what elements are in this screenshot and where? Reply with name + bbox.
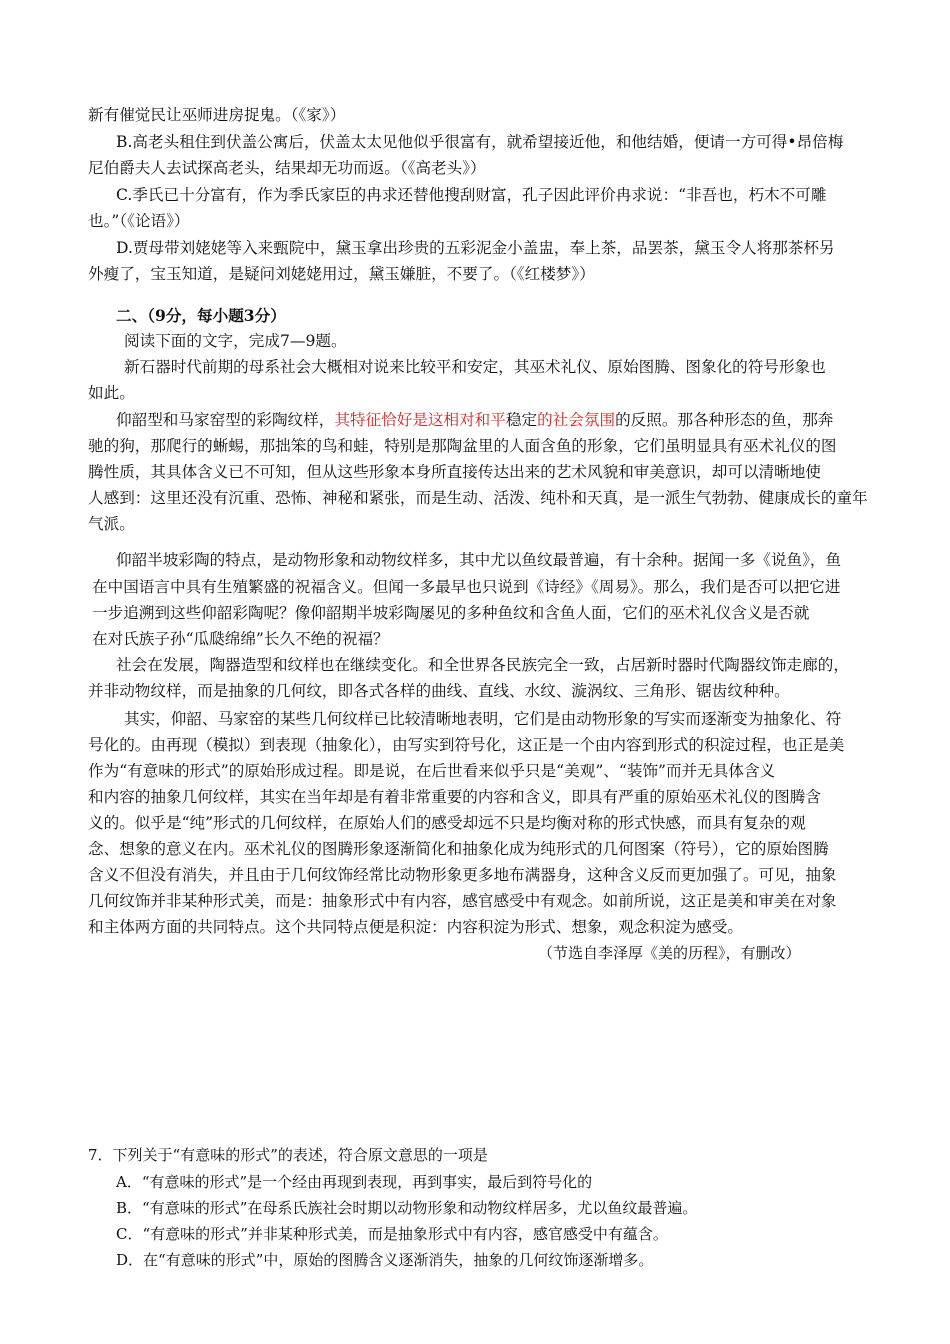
passage-p2-line3: 腾性质，其具体含义已不可知，但从这些形象本身所直接传达出来的艺术风貌和审美意识，却可以清晰地使 xyxy=(88,463,821,481)
passage-p4-line2: 并非动物纹样，而是抽象的几何纹，即各式各样的曲线、直线、水纹、漩涡纹、三角形、锯齿纹种种。 xyxy=(88,682,790,700)
passage-p3-line2: 在中国语言中具有生殖繁盛的祝福含义。但闻一多最早也只说到《诗经》《周易》。那么，我们是否可以把它进 xyxy=(92,578,841,596)
passage-p5-line1: 其实，仰韶、马家窑的某些几何纹样已比较清晰地表明，它们是由动物形象的写实而逐渐变为抽象化、符 xyxy=(124,710,842,728)
passage-p2-line5: 气派。 xyxy=(88,515,135,533)
passage-p5-line6: 念、想象的意义在内。巫术礼仪的图腾形象逐渐简化和抽象化成为纯形式的几何图案（符号），它的原始图腾 xyxy=(88,840,829,858)
passage-p3-line1: 仰韶半坡彩陶的特点，是动物形象和动物纹样多，其中尤以鱼纹最普遍，有十余种。据闻一多《说鱼》，鱼 xyxy=(116,551,842,569)
passage-p5-line9: 和主体两方面的共同特点。这个共同特点便是积淀：内容积淀为形式、想象，观念积淀为感受。 xyxy=(88,918,743,936)
p2-highlight-2: 的社会氛围 xyxy=(537,411,616,429)
p2-highlight-1: 其特征恰好是这相对和平 xyxy=(334,411,506,429)
passage-p5-line8: 几何纹饰并非某种形式美，而是：抽象形式中有内容，感官感受中有观念。如前所说，这正是美和审美在对象 xyxy=(88,892,837,910)
p2-text-b: 稳定 xyxy=(505,411,538,429)
passage-p5-line7: 含义不但没有消失，并且由于几何纹饰经常比动物形象更多地布满器身，这种含义反而更加强了。可见，抽象 xyxy=(88,866,837,884)
section-instruction: 阅读下面的文字，完成7—9题。 xyxy=(124,332,347,350)
question-7-option-c: C．“有意味的形式”并非某种形式美，而是抽象形式中有内容，感官感受中有蕴含。 xyxy=(116,1225,668,1243)
passage-p3-line3: 一步追溯到这些仰韶彩陶呢？像仰韶期半坡彩陶屡见的多种鱼纹和含鱼人面，它们的巫术礼仪含义是否就 xyxy=(92,604,810,622)
question-7-option-d: D．在“有意味的形式”中，原始的图腾含义逐渐消失，抽象的几何纹饰逐渐增多。 xyxy=(116,1251,654,1269)
option-d-line2: 外瘦了，宝玉知道，是疑问刘姥姥用过，黛玉嫌脏，不要了。（《红楼梦》） xyxy=(88,265,595,283)
passage-p2-line1 xyxy=(116,410,833,430)
passage-p1-line2: 如此。 xyxy=(88,384,135,402)
passage-p2-line2: 驰的狗，那爬行的蜥蜴，那拙笨的鸟和蛙，特别是那陶盆里的人面含鱼的形象，它们虽明显具有巫术礼仪的图 xyxy=(88,437,837,455)
option-d-line1: D.贾母带刘姥姥等入来甄院中，黛玉拿出珍贵的五彩泥金小盖盅，奉上茶，品罢茶，黛玉令人将那茶杯另 xyxy=(116,239,835,257)
passage-p5-line5: 义的。似乎是“纯”形式的几何纹样，在原始人们的感受却远不只是均衡对称的形式快感，而具有复杂的观 xyxy=(88,814,806,832)
passage-p5-line3: 作为“有意味的形式”的原始形成过程。即是说，在后世看来似乎只是“美观”、“装饰”而并无具体含义 xyxy=(88,762,776,780)
passage-p5-line2: 号化的。由再现（模拟）到表现（抽象化），由写实到符号化，这正是一个由内容到形式的积淀过程，也正是美 xyxy=(88,736,845,754)
option-c-line1: C.季氏已十分富有，作为季氏家臣的冉求还替他搜刮财富，孔子因此评价冉求说：“非吾也，朽木不可雕 xyxy=(116,186,827,204)
passage-p1-line1: 新石器时代前期的母系社会大概相对说来比较平和安定，其巫术礼仪、原始图腾、图象化的符号形象也 xyxy=(124,358,826,376)
passage-p2-line4: 人感到：这里还没有沉重、恐怖、神秘和紧张，而是生动、活泼、纯朴和天真，是一派生气勃勃、健康成长的童年 xyxy=(88,489,868,507)
passage-p5-line4: 和内容的抽象几何纹样，其实在当年却是有着非常重要的内容和含义，即具有严重的原始巫术礼仪的图腾含 xyxy=(88,788,821,806)
section-heading: 二、（9分，每小题3分） xyxy=(116,306,286,325)
option-a-continuation: 新有催觉民让巫师进房捉鬼。（《家》） xyxy=(88,106,346,124)
p2-text-c: 的反照。那各种形态的鱼，那奔 xyxy=(615,411,834,429)
question-7-option-b: B．“有意味的形式”在母系氏族社会时期以动物形象和动物纹样居多，尤以鱼纹最普遍。 xyxy=(116,1199,698,1217)
option-b-line1: B.高老头租住到伏盖公寓后，伏盖太太见他似乎很富有，就希望接近他，和他结婚，便请一方可得•昂倍梅 xyxy=(116,133,844,151)
option-c-line2: 也。”（《论语》） xyxy=(88,212,190,230)
question-7-option-a: A．“有意味的形式”是一个经由再现到表现，再到事实，最后到符号化的 xyxy=(116,1173,593,1191)
passage-source: （节选自李泽厚《美的历程》，有删改） xyxy=(538,944,801,962)
option-b-line2: 尼伯爵夫人去试探高老头，结果却无功而返。（《高老头》） xyxy=(88,159,486,177)
p2-text-a: 仰韶型和马家窑型的彩陶纹样， xyxy=(116,411,335,429)
passage-p4-line1: 社会在发展，陶器造型和纹样也在继续变化。和全世界各民族完全一致，占居新时器时代陶器纹饰走廊的， xyxy=(116,656,849,674)
passage-p3-line4: 在对氏族子孙“瓜瓞绵绵”长久不绝的祝福？ xyxy=(92,630,389,648)
question-7-stem: 7．下列关于“有意味的形式”的表述，符合原文意思的一项是 xyxy=(88,1146,488,1164)
